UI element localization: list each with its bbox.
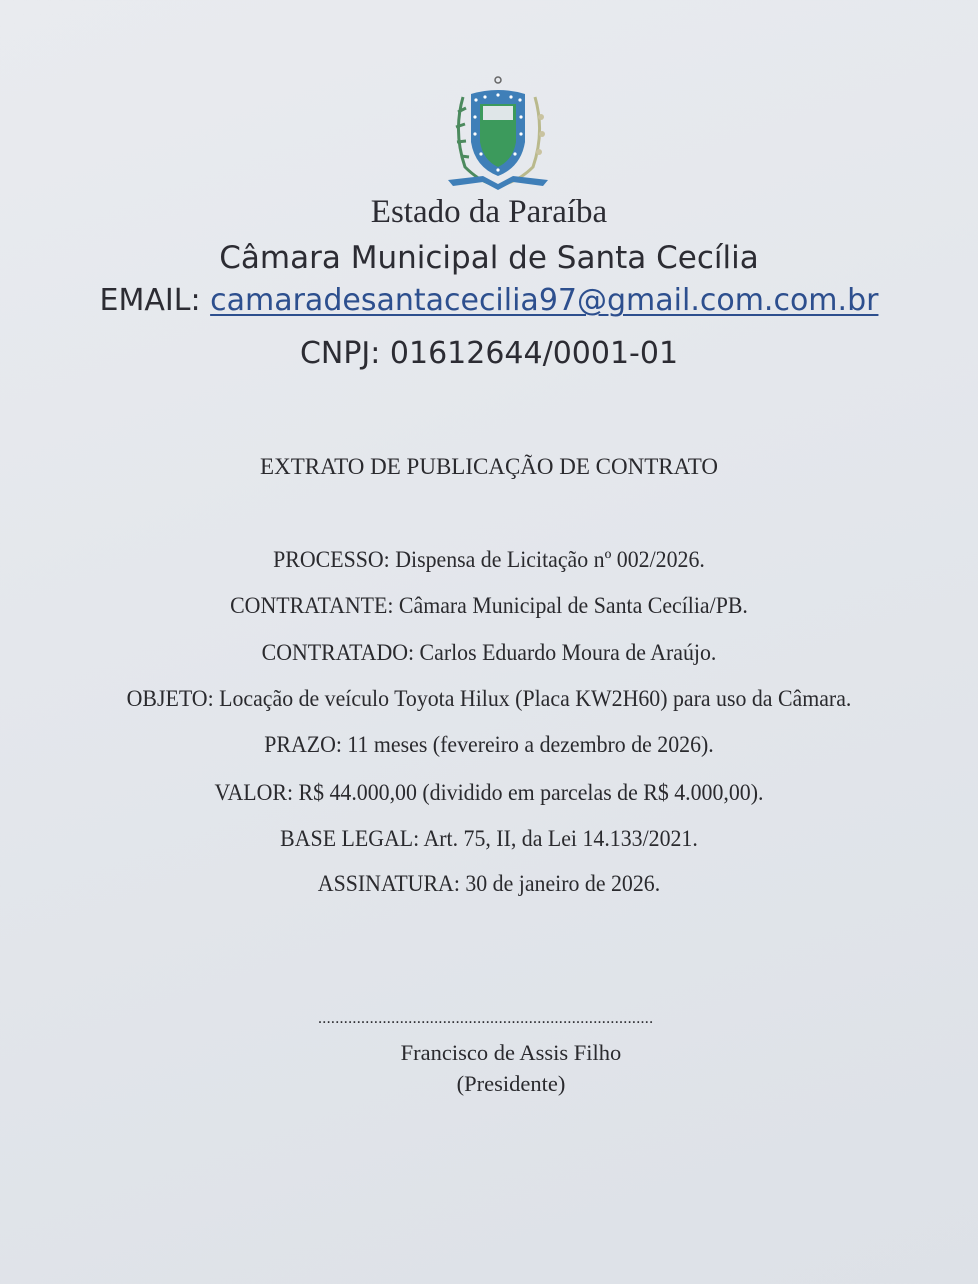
object-line: OBJETO: Locação de veículo Toyota Hilux (Placa KW2H60) para uso da Câmara. (126, 686, 852, 712)
term-line: PRAZO: 11 meses (fevereiro a dezembro de 2026). (264, 732, 714, 758)
contracted-line: CONTRATADO: Carlos Eduardo Moura de Araújo. (261, 640, 717, 666)
institution-heading: Câmara Municipal de Santa Cecília (219, 240, 759, 276)
legal-basis-line: BASE LEGAL: Art. 75, II, da Lei 14.133/2021. (280, 826, 698, 852)
process-line: PROCESSO: Dispensa de Licitação nº 002/2026. (273, 547, 705, 573)
email-label: EMAIL: (99, 283, 201, 318)
value-line: VALOR: R$ 44.000,00 (dividido em parcelas de R$ 4.000,00). (214, 780, 764, 806)
cnpj-line: CNPJ: 01612644/0001-01 (299, 336, 679, 371)
email-line (0, 283, 978, 318)
email-link[interactable]: camaradesantacecilia97@gmail.com.com.br (210, 283, 879, 318)
signature-line: .............................................................................. (318, 1010, 654, 1027)
document-title: EXTRATO DE PUBLICAÇÃO DE CONTRATO (260, 454, 718, 479)
signatory-name: Francisco de Assis Filho (400, 1040, 622, 1065)
coat-of-arms-crest-icon (443, 72, 553, 194)
signatory-role: (Presidente) (456, 1071, 566, 1096)
state-heading: Estado da Paraíba (370, 194, 608, 230)
contractor-line: CONTRATANTE: Câmara Municipal de Santa Cecília/PB. (230, 593, 748, 619)
signature-date-line: ASSINATURA: 30 de janeiro de 2026. (317, 871, 661, 897)
